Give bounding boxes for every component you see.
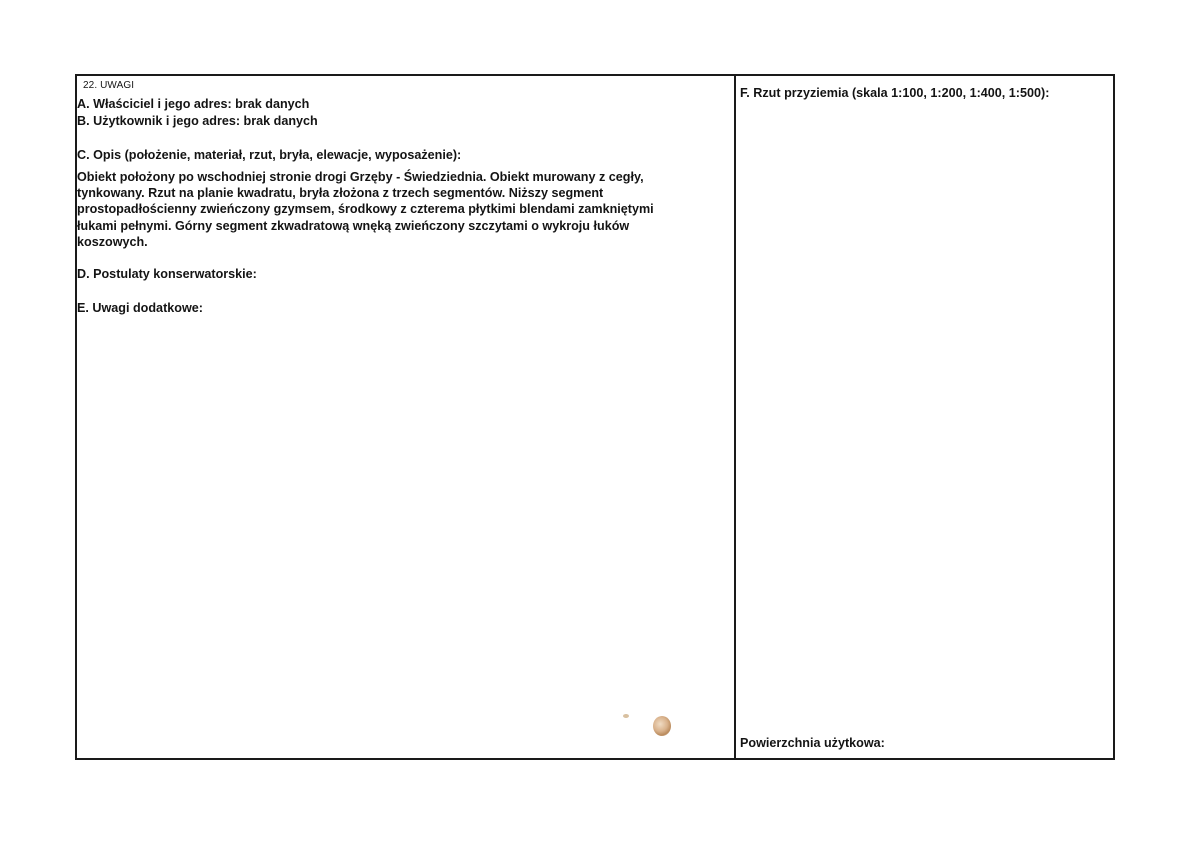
- description-line: prostopadłościenny zwieńczony gzymsem, środkowy z czterema płytkimi blendami zamkniętymi: [77, 202, 654, 217]
- form-sheet: [75, 74, 1115, 760]
- conservation-field: D. Postulaty konserwatorskie:: [77, 267, 257, 281]
- ground-plan-panel: [736, 76, 1113, 758]
- additional-remarks-field: E. Uwagi dodatkowe:: [77, 301, 203, 315]
- description-text: [77, 169, 732, 250]
- paper-stain: [653, 716, 671, 736]
- description-line: łukami pełnymi. Górny segment zkwadratową wnęką zwieńczony szczytami o wykroju łuków: [77, 218, 630, 233]
- description-heading: C. Opis (położenie, materiał, rzut, bryła, elewacje, wyposażenie):: [77, 148, 462, 162]
- remarks-panel: [77, 76, 736, 758]
- section-number: 22. UWAGI: [83, 80, 135, 91]
- paper-stain-speck: [623, 714, 629, 718]
- usable-area-field: Powierzchnia użytkowa:: [740, 736, 885, 750]
- owner-field: A. Właściciel i jego adres: brak danych: [77, 97, 310, 111]
- description-line: koszowych.: [77, 234, 148, 249]
- ground-plan-heading: F. Rzut przyziemia (skala 1:100, 1:200, 1:400, 1:500):: [740, 86, 1050, 100]
- description-line: tynkowany. Rzut na planie kwadratu, bryła złożona z trzech segmentów. Niższy segment: [77, 186, 604, 201]
- description-line: Obiekt położony po wschodniej stronie drogi Grzęby - Świedziednia. Obiekt murowany z cegły,: [77, 170, 644, 184]
- user-field: B. Użytkownik i jego adres: brak danych: [77, 114, 318, 128]
